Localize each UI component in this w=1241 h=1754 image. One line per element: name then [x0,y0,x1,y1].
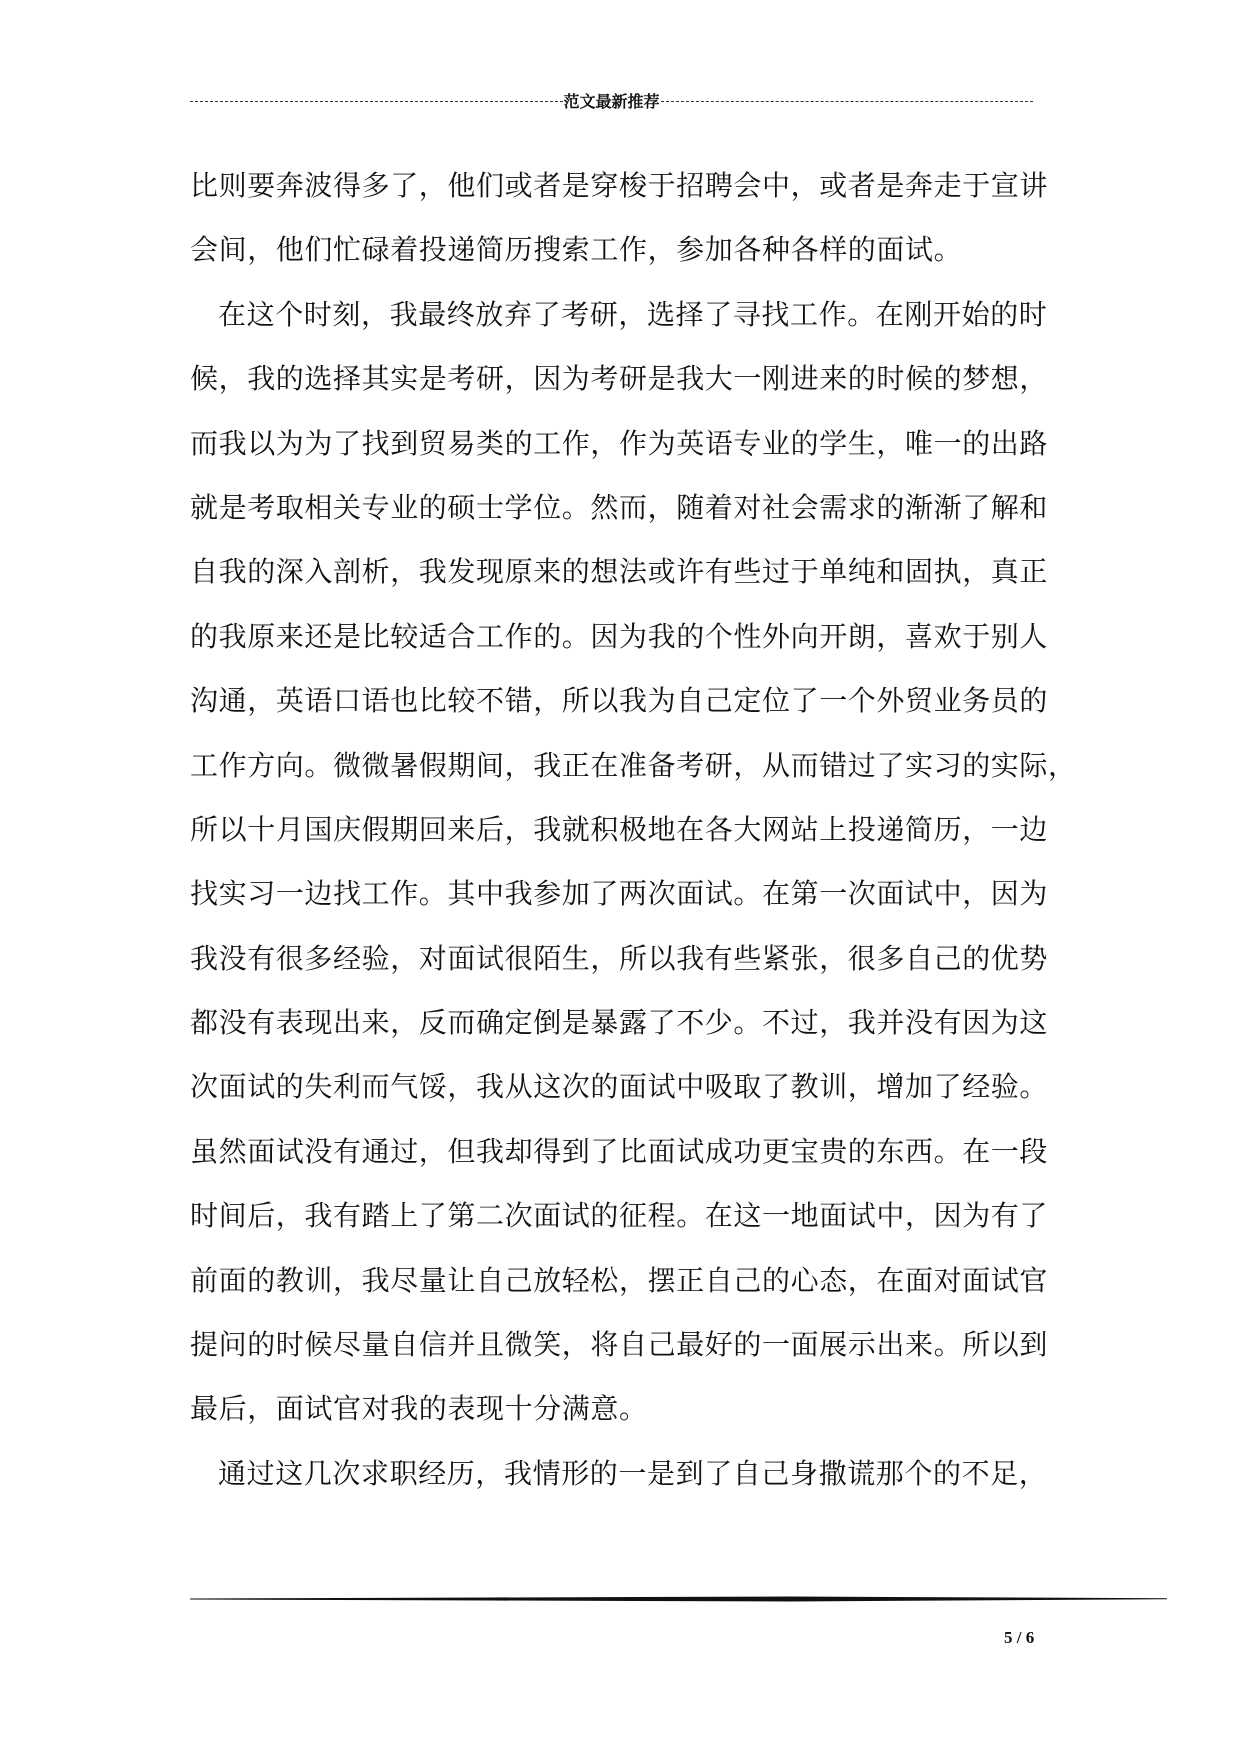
text-line: 的我原来还是比较适合工作的。因为我的个性外向开朗，喜欢于别人 [190,619,1049,653]
text-line: 我没有很多经验，对面试很陌生，所以我有些紧张，很多自己的优势 [190,941,1049,975]
text-line: 而我以为为了找到贸易类的工作，作为英语专业的学生，唯一的出路 [190,426,1049,460]
page-header [190,88,1033,112]
text-line: 都没有表现出来，反而确定倒是暴露了不少。不过，我并没有因为这 [190,1006,1049,1040]
header-title: 范文最新推荐 [563,91,660,111]
text-line: 虽然面试没有通过，但我却得到了比面试成功更宝贵的东西。在一段 [190,1134,1049,1168]
document-body [190,154,1077,1506]
text-line: 找实习一边找工作。其中我参加了两次面试。在第一次面试中，因为 [190,877,1049,911]
text-line: 沟通，英语口语也比较不错，所以我为自己定位了一个外贸业务员的 [190,684,1049,718]
text-line: 前面的教训，我尽量让自己放轻松，摆正自己的心态，在面对面试官 [190,1263,1049,1297]
text-line: 通过这几次求职经历，我情形的一是到了自己身撒谎那个的不足， [218,1456,1048,1490]
text-line: 工作方向。微微暑假期间，我正在准备考研，从而错过了实习的实际， [190,748,1077,782]
text-line: 次面试的失利而气馁，我从这次的面试中吸取了教训，增加了经验。 [190,1070,1049,1104]
text-line: 在这个时刻，我最终放弃了考研，选择了寻找工作。在刚开始的时 [218,297,1048,331]
page-number: 5 / 6 [1004,1628,1035,1647]
text-line: 所以十月国庆假期回来后，我就积极地在各大网站上投递简历，一边 [190,812,1049,846]
text-line: 候，我的选择其实是考研，因为考研是我大一刚进来的时候的梦想， [190,362,1049,396]
footer-rule [190,1594,1167,1604]
text-line: 提问的时候尽量自信并且微笑，将自己最好的一面展示出来。所以到 [190,1328,1049,1362]
text-line: 比则要奔波得多了，他们或者是穿梭于招聘会中，或者是奔走于宣讲 [190,169,1049,202]
header-dashed-rule-left [190,101,563,102]
text-line: 会间，他们忙碌着投递简历搜索工作，参加各种各样的面试。 [190,233,963,267]
text-line: 自我的深入剖析，我发现原来的想法或许有些过于单纯和固执，真正 [190,555,1049,589]
text-line: 最后，面试官对我的表现十分满意。 [190,1392,648,1426]
text-line: 时间后，我有踏上了第二次面试的征程。在这一地面试中，因为有了 [190,1199,1049,1233]
header-dashed-rule-right [661,101,1033,102]
text-line: 就是考取相关专业的硕士学位。然而，随着对社会需求的渐渐了解和 [190,490,1049,524]
